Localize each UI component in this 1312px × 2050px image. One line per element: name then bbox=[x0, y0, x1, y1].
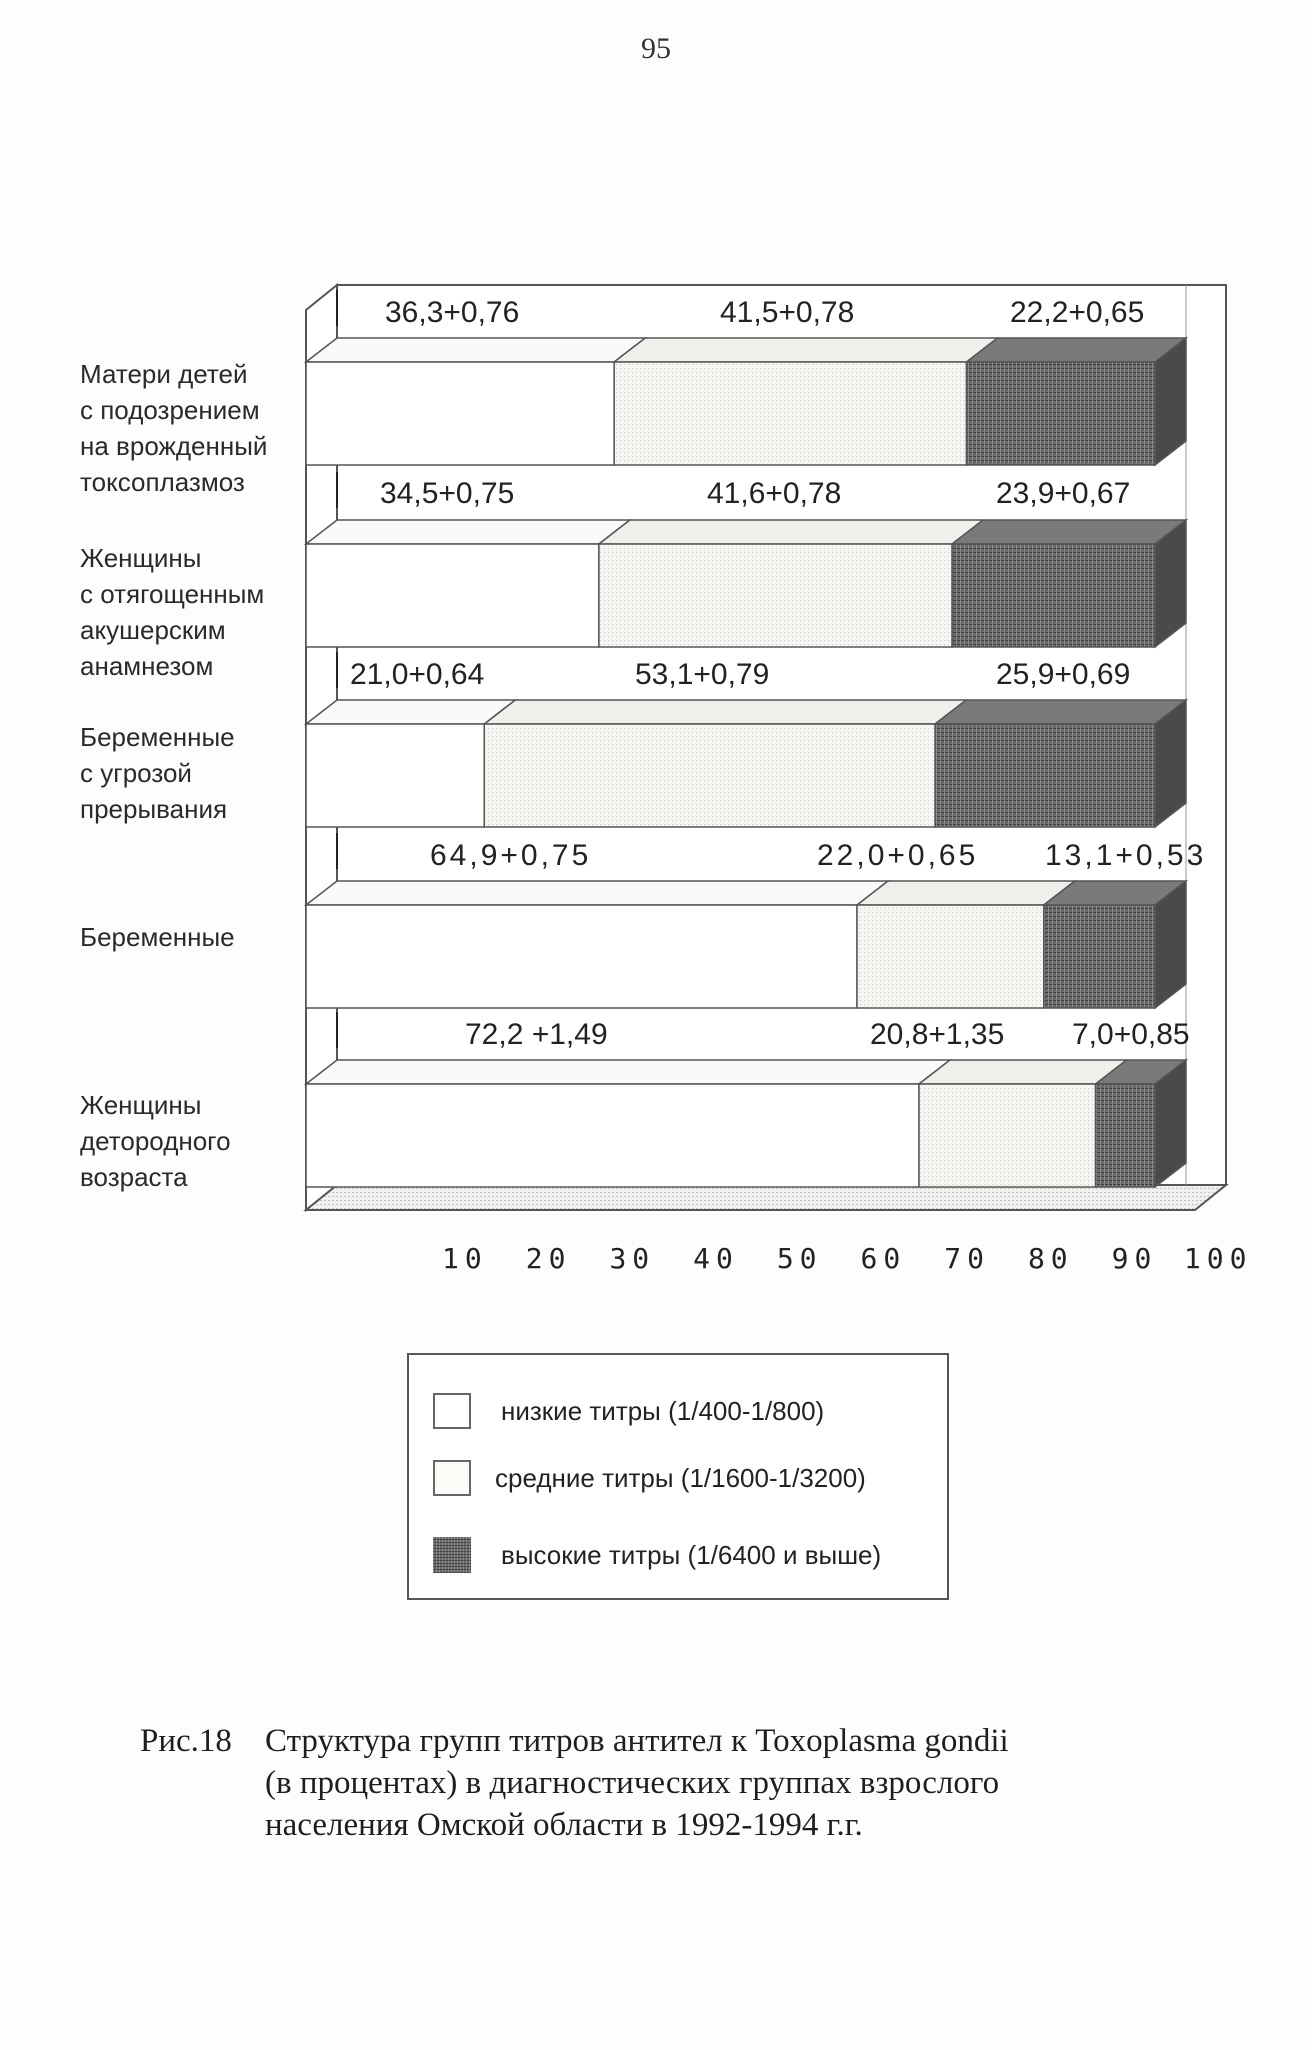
bar-low-1 bbox=[306, 544, 599, 647]
caption-line-1: Структура групп титров антител к Toxoplasma gondii bbox=[265, 1723, 1009, 1759]
x-tick-20: 20 bbox=[525, 1242, 572, 1275]
bar-mid-3 bbox=[857, 905, 1044, 1008]
data-label-low-0: 36,3+0,76 bbox=[385, 296, 520, 329]
bar-low-0-top bbox=[306, 338, 645, 362]
chart-floor bbox=[306, 1185, 1226, 1210]
data-label-low-2: 21,0+0,64 bbox=[350, 658, 485, 691]
chart-x-ticks bbox=[442, 1242, 1252, 1275]
bar-high-2 bbox=[935, 724, 1155, 827]
bar-mid-2-top bbox=[484, 700, 966, 724]
data-label-low-4: 72,2 +1,49 bbox=[465, 1018, 608, 1051]
category-label-mothers: Матери детей с подозрением на врожденный токсоплазмоз bbox=[80, 359, 268, 497]
legend-swatch-low bbox=[433, 1393, 471, 1429]
data-label-mid-0: 41,5+0,78 bbox=[720, 296, 855, 329]
bar-high-1 bbox=[952, 544, 1155, 647]
data-label-high-3: 13,1+0,53 bbox=[1045, 839, 1207, 872]
data-label-low-3: 64,9+0,75 bbox=[430, 839, 592, 872]
data-label-high-2: 25,9+0,69 bbox=[996, 658, 1131, 691]
caption-line-2: (в процентах) в диагностических группах взрослого bbox=[265, 1765, 1000, 1801]
x-tick-30: 30 bbox=[609, 1242, 656, 1275]
bar-high-0-top bbox=[967, 338, 1186, 362]
bar-mid-3-top bbox=[857, 881, 1075, 905]
bar-low-3 bbox=[306, 905, 857, 1008]
bar-mid-0 bbox=[614, 362, 966, 465]
data-label-low-1: 34,5+0,75 bbox=[380, 477, 515, 510]
bar-mid-4-top bbox=[919, 1060, 1127, 1084]
data-label-high-4: 7,0+0,85 bbox=[1072, 1018, 1190, 1051]
bar-high-2-top bbox=[935, 700, 1186, 724]
data-label-mid-1: 41,6+0,78 bbox=[707, 477, 842, 510]
legend-swatch-high bbox=[433, 1537, 471, 1573]
chart-legend bbox=[407, 1353, 949, 1600]
bar-low-4-top bbox=[306, 1060, 950, 1084]
data-label-mid-2: 53,1+0,79 bbox=[635, 658, 770, 691]
caption-prefix: Рис.18 bbox=[140, 1723, 232, 1759]
bar-high-1-top bbox=[952, 520, 1186, 544]
x-tick-90: 90 bbox=[1111, 1242, 1158, 1275]
bar-mid-0-top bbox=[614, 338, 997, 362]
x-tick-80: 80 bbox=[1027, 1242, 1074, 1275]
x-tick-70: 70 bbox=[944, 1242, 990, 1275]
bar-low-4 bbox=[306, 1084, 919, 1187]
caption-text bbox=[265, 1720, 1225, 1846]
bar-high-3 bbox=[1044, 905, 1155, 1008]
x-tick-100: 100 bbox=[1183, 1242, 1253, 1275]
category-label-threatened-pregnancy: Беременные с угрозой прерывания bbox=[80, 722, 235, 824]
bar-high-4 bbox=[1096, 1084, 1155, 1187]
caption-line-3: населения Омской области в 1992-1994 г.г. bbox=[265, 1807, 863, 1843]
bar-mid-4 bbox=[919, 1084, 1096, 1187]
data-label-high-1: 23,9+0,67 bbox=[996, 477, 1131, 510]
bar-high-0 bbox=[967, 362, 1155, 465]
legend-label-low: низкие титры (1/400-1/800) bbox=[501, 1395, 825, 1426]
data-label-mid-3: 22,0+0,65 bbox=[817, 839, 979, 872]
legend-item-low bbox=[433, 1391, 824, 1431]
bar-low-3-top bbox=[306, 881, 888, 905]
page-number: 95 bbox=[641, 32, 671, 65]
category-label-childbearing-age: Женщины детородного возраста bbox=[80, 1090, 231, 1192]
bar-mid-1-top bbox=[599, 520, 983, 544]
bar-low-1-top bbox=[306, 520, 630, 544]
x-tick-10: 10 bbox=[442, 1242, 488, 1275]
legend-label-mid: средние титры (1/1600-1/3200) bbox=[495, 1462, 866, 1493]
legend-item-high bbox=[433, 1535, 881, 1575]
category-label-pregnant: Беременные bbox=[80, 922, 235, 952]
x-tick-50: 50 bbox=[776, 1242, 823, 1275]
x-tick-40: 40 bbox=[693, 1242, 739, 1275]
data-label-high-0: 22,2+0,65 bbox=[1010, 296, 1145, 329]
category-label-burdened-anamnesis: Женщины с отягощенным акушерским анамнезом bbox=[80, 543, 265, 681]
bar-mid-2 bbox=[484, 724, 935, 827]
legend-label-high: высокие титры (1/6400 и выше) bbox=[501, 1539, 882, 1570]
bar-low-0 bbox=[306, 362, 614, 465]
legend-swatch-mid bbox=[433, 1460, 471, 1496]
data-label-mid-4: 20,8+1,35 bbox=[870, 1018, 1005, 1051]
bar-low-2 bbox=[306, 724, 484, 827]
bar-mid-1 bbox=[599, 544, 952, 647]
x-tick-60: 60 bbox=[860, 1242, 907, 1275]
bar-low-2-top bbox=[306, 700, 515, 724]
legend-item-mid bbox=[433, 1458, 866, 1498]
